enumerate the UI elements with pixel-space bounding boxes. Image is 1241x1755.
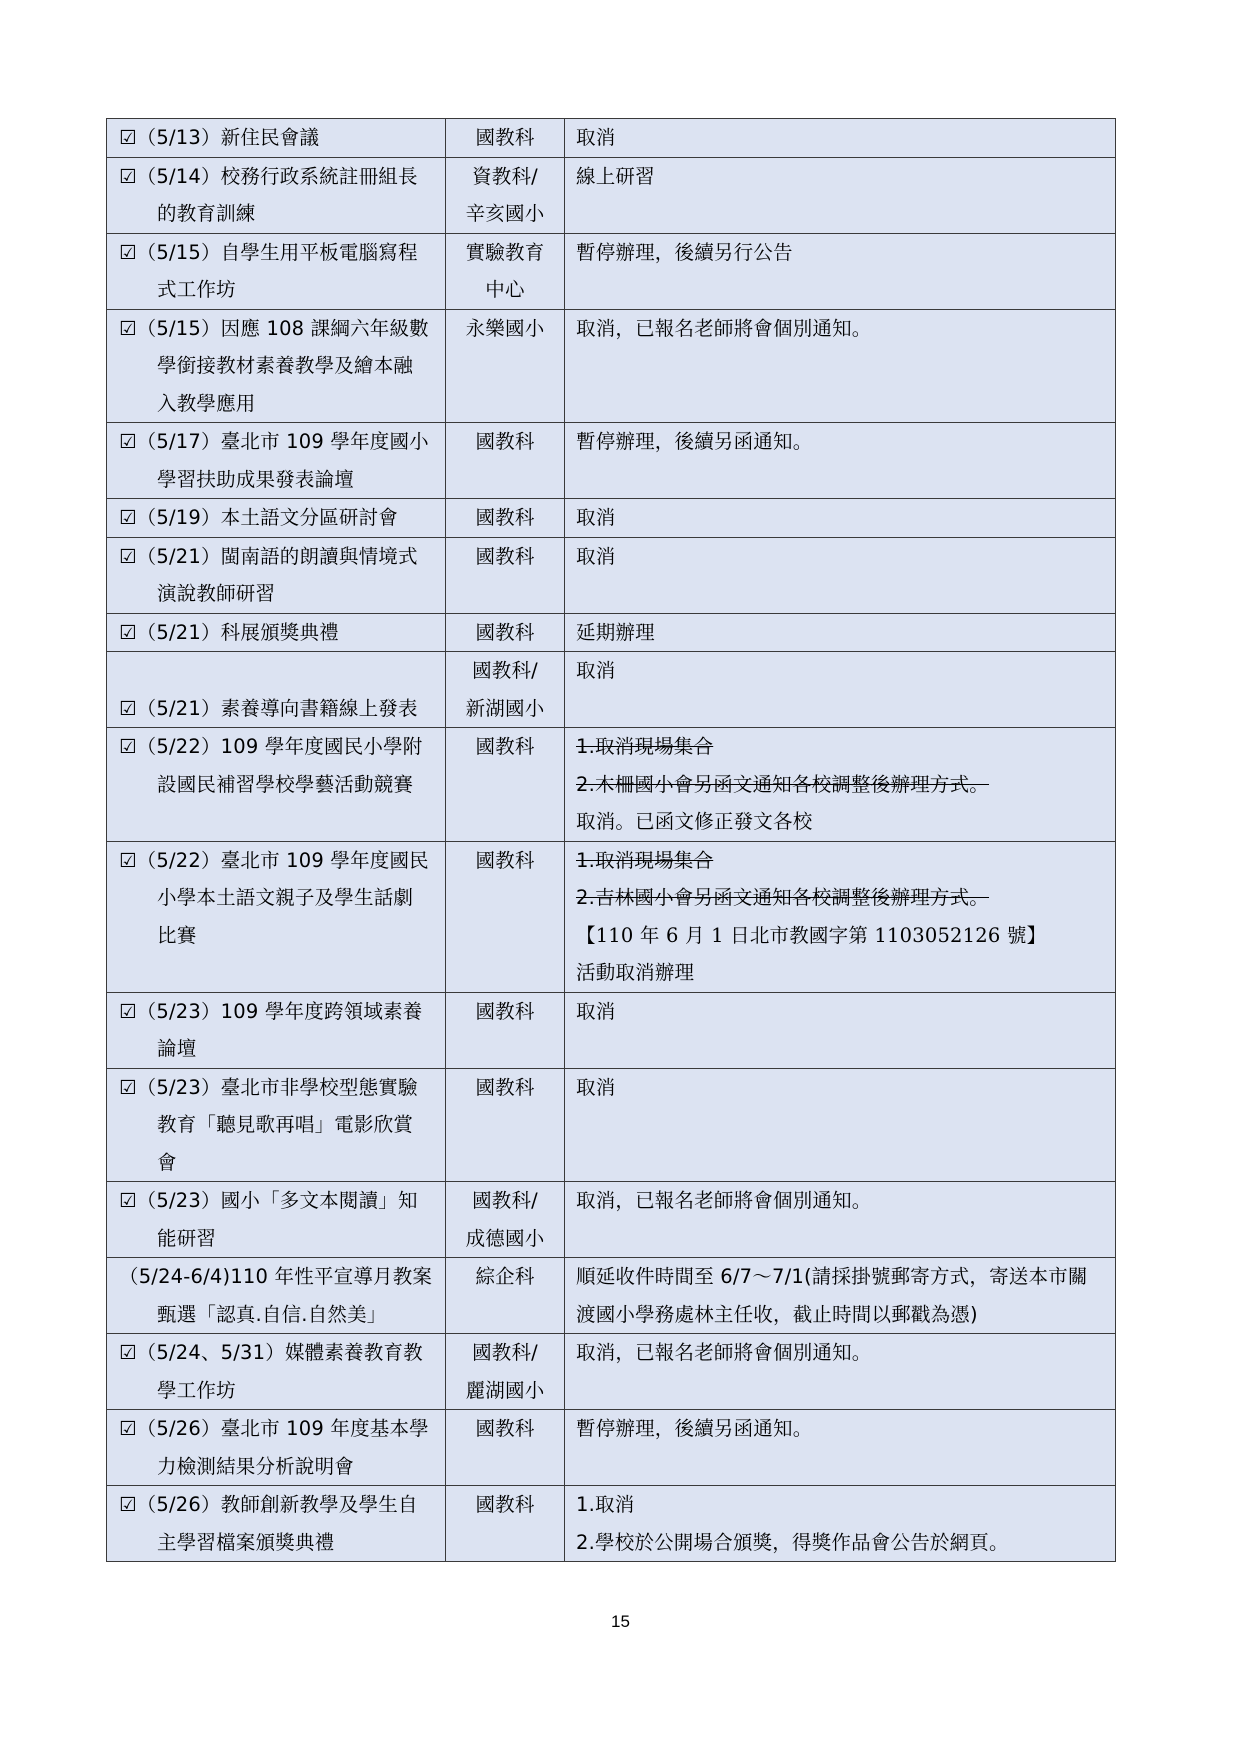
table-body (107, 119, 1116, 1562)
status-cell (565, 1258, 1116, 1334)
unit-name: 國教科 (475, 126, 535, 149)
event-title: ☑（5/19）本土語文分區研討會 (119, 506, 398, 529)
event-cell (107, 423, 446, 499)
status-text: 暫停辦理，後續另行公告 (576, 240, 793, 264)
event-cell (107, 1182, 446, 1258)
event-title: ☑（5/24、5/31）媒體素養教育教 (119, 1341, 423, 1364)
status-text: 渡國小學務處林主任收，截止時間以郵戳為憑) (576, 1302, 978, 1326)
unit-name: 國教科 (475, 848, 535, 872)
unit-name: 中心 (485, 278, 525, 301)
unit-name: 永樂國小 (465, 316, 545, 340)
status-cell (565, 728, 1116, 842)
status-cell (565, 1068, 1116, 1182)
table-row (107, 992, 1116, 1068)
event-title: ☑（5/14）校務行政系統註冊組長 (119, 164, 418, 188)
unit-name: 成德國小 (465, 1226, 545, 1250)
status-text-struck: 2.木柵國小會另函文通知各校調整後辦理方式。 (576, 772, 990, 796)
event-cell (107, 537, 446, 613)
event-title-continued: 學工作坊 (157, 1378, 236, 1402)
status-text: 取消 (576, 544, 616, 568)
status-text: 取消 (576, 659, 616, 682)
unit-cell (446, 992, 565, 1068)
status-text: 取消，已報名老師將會個別通知。 (576, 1189, 872, 1212)
status-text-struck: 1.取消現場集合 (576, 735, 714, 758)
table-row (107, 309, 1116, 423)
event-cell (107, 992, 446, 1068)
event-cell (107, 652, 446, 728)
event-title-continued: 演說教師研習 (157, 582, 276, 605)
unit-name: 國教科 (475, 1417, 535, 1440)
status-text: 取消。已函文修正發文各校 (576, 810, 813, 833)
event-cell (107, 841, 446, 992)
unit-name: 國教科 (475, 999, 535, 1023)
unit-name: 實驗教育 (465, 240, 545, 264)
unit-name: 綜企科 (475, 1265, 535, 1288)
status-text: 【110 年 6 月 1 日北市教國字第 1103052126 號】 (576, 923, 1047, 947)
table-row (107, 728, 1116, 842)
event-cell (107, 499, 446, 538)
status-text: 取消，已報名老師將會個別通知。 (576, 1341, 872, 1364)
status-cell (565, 537, 1116, 613)
event-title: ☑（5/23）臺北市非學校型態實驗 (119, 1075, 418, 1099)
status-cell (565, 652, 1116, 728)
unit-name: 國教科 (475, 506, 535, 529)
event-title-continued: 主學習檔案頒獎典禮 (157, 1530, 335, 1554)
unit-cell (446, 613, 565, 652)
page-number: 15 (611, 1612, 630, 1631)
event-title: ☑（5/21）素養導向書籍線上發表 (119, 696, 418, 720)
event-title-continued: 的教育訓練 (157, 202, 256, 225)
unit-name: 國教科 (475, 1493, 535, 1516)
unit-name: 麗湖國小 (465, 1378, 545, 1402)
unit-cell (446, 1182, 565, 1258)
event-cell (107, 1258, 446, 1334)
unit-cell (446, 841, 565, 992)
status-cell (565, 309, 1116, 423)
event-title: ☑（5/21）閩南語的朗讀與情境式 (119, 544, 418, 568)
table-row (107, 1410, 1116, 1486)
status-text: 順延收件時間至 6/7～7/1(請採掛號郵寄方式，寄送本市關 (576, 1265, 1088, 1288)
unit-cell (446, 1486, 565, 1562)
unit-cell (446, 309, 565, 423)
unit-name: 國教科/ (472, 659, 538, 682)
table-row (107, 1068, 1116, 1182)
status-text: 暫停辦理，後續另函通知。 (576, 430, 813, 453)
status-text: 2.學校於公開場合頒獎，得獎作品會公告於網頁。 (576, 1530, 1009, 1554)
table-row (107, 652, 1116, 728)
unit-name: 資教科/ (472, 164, 538, 188)
unit-name: 國教科 (475, 735, 535, 758)
status-cell (565, 1182, 1116, 1258)
event-title-continued: 學銜接教材素養教學及繪本融 (157, 354, 414, 377)
table-row (107, 613, 1116, 652)
event-cell (107, 1486, 446, 1562)
table-row (107, 841, 1116, 992)
event-title: ☑（5/26）教師創新教學及學生自 (119, 1493, 418, 1516)
table-row (107, 157, 1116, 233)
status-cell (565, 841, 1116, 992)
status-text: 線上研習 (576, 164, 655, 188)
table-row (107, 537, 1116, 613)
status-cell (565, 157, 1116, 233)
status-text: 暫停辦理，後續另函通知。 (576, 1417, 813, 1440)
schedule-table (106, 118, 1116, 1562)
table-row (107, 1334, 1116, 1410)
event-title: ☑（5/23）109 學年度跨領域素養 (119, 999, 423, 1023)
unit-cell (446, 499, 565, 538)
status-text: 取消 (576, 1075, 616, 1099)
event-cell (107, 1068, 446, 1182)
unit-name: 國教科 (475, 1075, 535, 1099)
event-title-continued: 式工作坊 (157, 278, 236, 301)
event-title-continued: 學習扶助成果發表論壇 (157, 467, 355, 491)
event-title-continued: 論壇 (157, 1037, 197, 1060)
event-title: ☑（5/22）臺北市 109 學年度國民 (119, 848, 429, 872)
unit-cell (446, 537, 565, 613)
unit-cell (446, 1258, 565, 1334)
status-text: 延期辦理 (576, 620, 655, 644)
event-title: （5/24-6/4)110 年性平宣導月教案 (119, 1265, 433, 1288)
status-cell (565, 1486, 1116, 1562)
table-row (107, 1182, 1116, 1258)
unit-name: 國教科/ (472, 1341, 538, 1364)
status-cell (565, 1410, 1116, 1486)
event-title-continued: 力檢測結果分析說明會 (157, 1454, 355, 1478)
status-text: 活動取消辦理 (576, 961, 695, 984)
table-row (107, 233, 1116, 309)
unit-cell (446, 652, 565, 728)
status-cell (565, 233, 1116, 309)
event-title-continued: 小學本土語文親子及學生話劇 (157, 886, 414, 909)
event-cell (107, 728, 446, 842)
event-title: ☑（5/15）因應 108 課綱六年級數 (119, 316, 429, 340)
event-title-continued: 甄選「認真.自信.自然美」 (157, 1302, 387, 1326)
status-cell (565, 992, 1116, 1068)
event-title: ☑（5/15）自學生用平板電腦寫程 (119, 240, 418, 264)
event-title-continued: 會 (157, 1150, 177, 1174)
event-title-continued: 教育「聽見歌再唱」電影欣賞 (157, 1113, 414, 1136)
event-title: ☑（5/13）新住民會議 (119, 126, 320, 149)
event-title: ☑（5/26）臺北市 109 年度基本學 (119, 1417, 429, 1440)
event-title-continued: 設國民補習學校學藝活動競賽 (157, 772, 414, 796)
event-cell (107, 157, 446, 233)
status-text: 取消 (576, 506, 616, 529)
unit-cell (446, 233, 565, 309)
event-title-continued: 比賽 (157, 923, 197, 947)
event-title: ☑（5/17）臺北市 109 學年度國小 (119, 430, 429, 453)
event-cell (107, 1410, 446, 1486)
status-text: 取消 (576, 999, 616, 1023)
status-cell (565, 613, 1116, 652)
event-cell (107, 119, 446, 158)
event-title-continued: 能研習 (157, 1226, 217, 1250)
unit-name: 國教科 (475, 544, 535, 568)
unit-name: 國教科 (475, 430, 535, 453)
status-cell (565, 1334, 1116, 1410)
unit-cell (446, 423, 565, 499)
event-title-continued (119, 652, 437, 690)
status-text: 1.取消 (576, 1493, 635, 1516)
unit-cell (446, 728, 565, 842)
status-cell (565, 119, 1116, 158)
unit-cell (446, 157, 565, 233)
event-title-continued: 入教學應用 (157, 391, 256, 415)
unit-name: 國教科 (475, 620, 535, 644)
table-row (107, 1486, 1116, 1562)
event-cell (107, 233, 446, 309)
event-cell (107, 1334, 446, 1410)
unit-name: 新湖國小 (465, 696, 545, 720)
status-cell (565, 423, 1116, 499)
unit-cell (446, 1410, 565, 1486)
event-title: ☑（5/23）國小「多文本閱讀」知 (119, 1189, 418, 1212)
status-text-struck: 1.取消現場集合 (576, 848, 714, 872)
table-row (107, 1258, 1116, 1334)
event-title: ☑（5/22）109 學年度國民小學附 (119, 735, 423, 758)
event-title: ☑（5/21）科展頒獎典禮 (119, 620, 339, 644)
unit-cell (446, 119, 565, 158)
event-cell (107, 613, 446, 652)
table-row (107, 423, 1116, 499)
unit-name: 辛亥國小 (465, 202, 545, 225)
unit-cell (446, 1068, 565, 1182)
event-cell (107, 309, 446, 423)
table-row (107, 499, 1116, 538)
status-cell (565, 499, 1116, 538)
unit-name: 國教科/ (472, 1189, 538, 1212)
status-text: 取消，已報名老師將會個別通知。 (576, 316, 872, 340)
status-text: 取消 (576, 126, 616, 149)
unit-cell (446, 1334, 565, 1410)
status-text-struck: 2.吉林國小會另函文通知各校調整後辦理方式。 (576, 886, 990, 909)
table-row (107, 119, 1116, 158)
